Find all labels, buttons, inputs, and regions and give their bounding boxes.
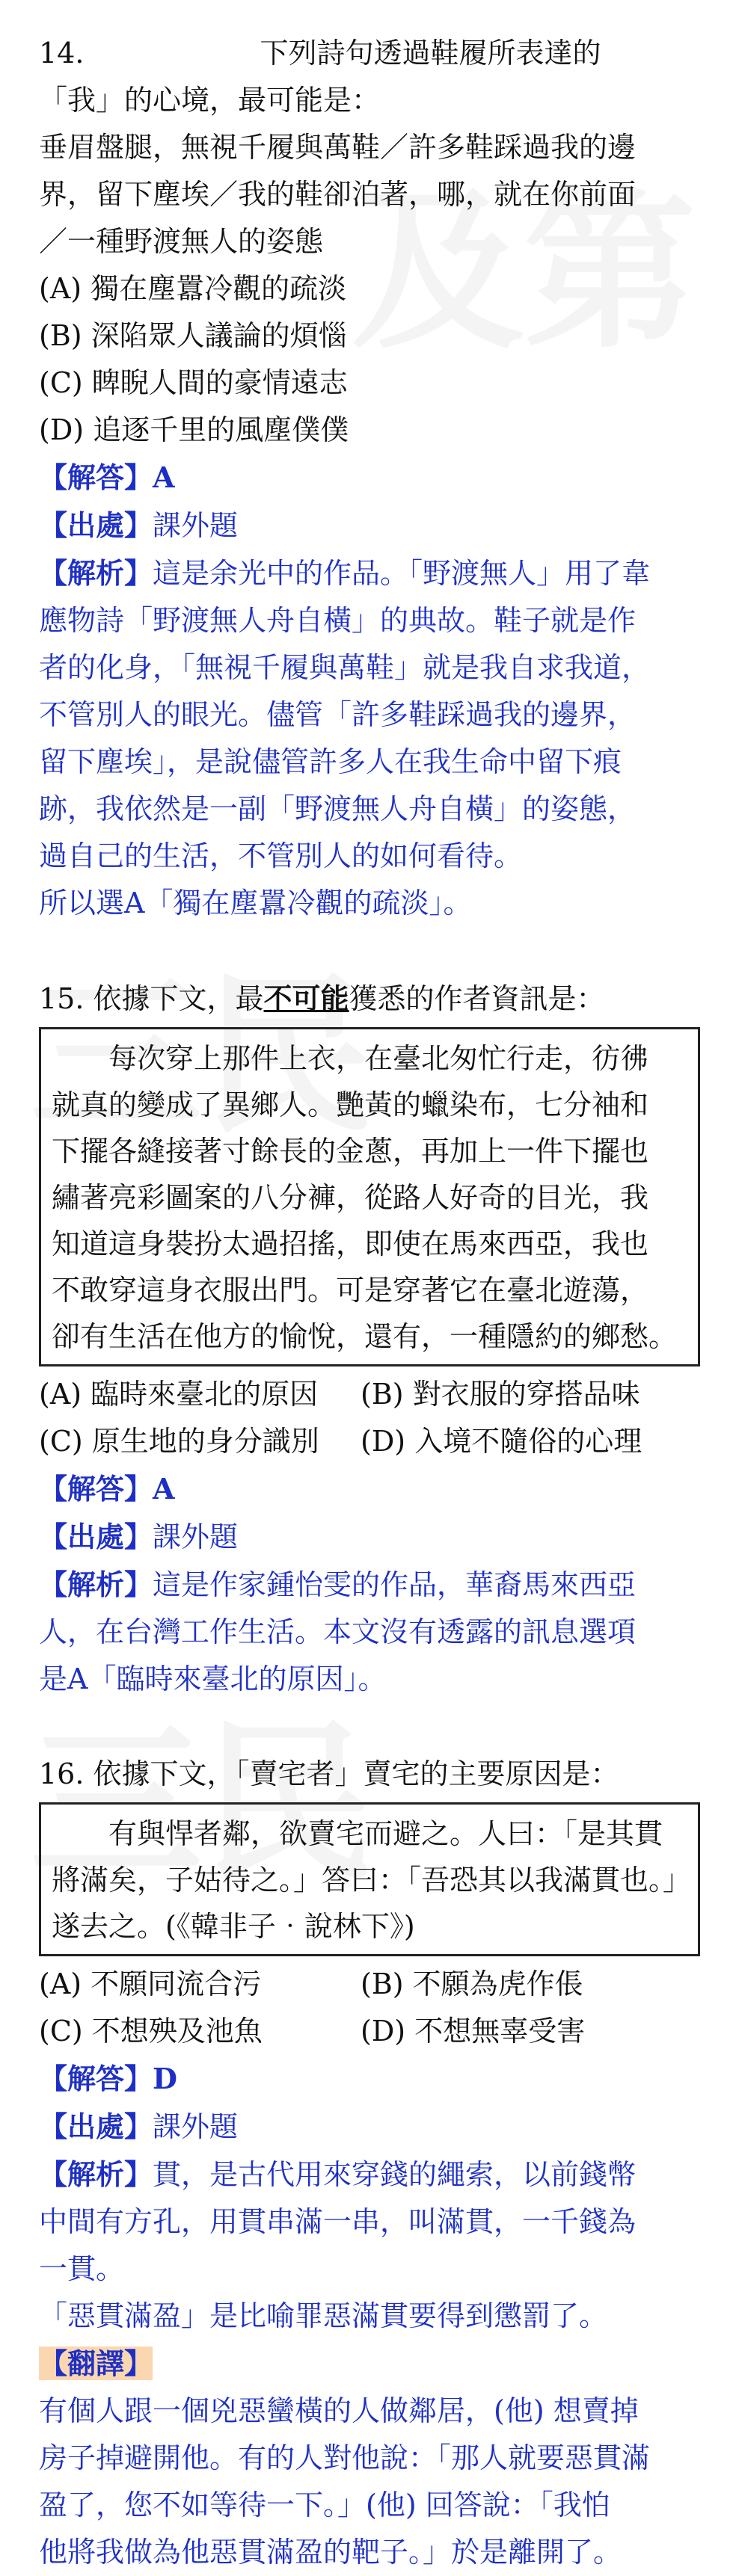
option-d: (D) 入境不隨俗的心理 xyxy=(361,1425,642,1458)
answer-line: 【解答】A xyxy=(39,460,175,494)
analysis-line: 一貫。 xyxy=(39,2252,125,2285)
passage-box xyxy=(39,1027,700,1366)
passage-line: 下擺各縫接著寸餘長的金蔥，再加上一件下擺也 xyxy=(52,1135,649,1168)
analysis-line: 留下塵埃」，是說儘管許多人在我生命中留下痕 xyxy=(39,745,622,778)
answer-line: 【解答】D xyxy=(39,2062,177,2095)
translation-line: 盈了，您不如等待一下。」(他) 回答說：「我怕 xyxy=(39,2489,610,2521)
option-b: (B) 深陷眾人議論的煩惱 xyxy=(39,319,347,352)
analysis-line: 「惡貫滿盈」是比喻罪惡滿貫要得到懲罰了。 xyxy=(39,2299,608,2332)
option-b: (B) 不願為虎作倀 xyxy=(361,1968,583,2000)
option-c: (C) 睥睨人間的豪情遠志 xyxy=(39,366,348,399)
question-16-prompt: 16. 依據下文，「賣宅者」賣宅的主要原因是： xyxy=(39,1757,619,1790)
options-row xyxy=(39,1371,700,1418)
translation-line: 他將我做為他惡貫滿盈的靶子。」於是離開了。 xyxy=(39,2536,622,2569)
passage-line: 遂去之。(《韓非子‧說林下》) xyxy=(52,1910,415,1943)
answer-value: A xyxy=(153,1472,175,1506)
translation-line: 房子掉避開他。有的人對他說：「那人就要惡貫滿 xyxy=(39,2441,651,2474)
analysis-line: 應物詩「野渡無人舟自橫」的典故。鞋子就是作 xyxy=(39,604,637,637)
analysis-line: 中間有方孔，用貫串滿一串，叫滿貫，一千錢為 xyxy=(39,2205,637,2238)
emphasis-text: 不可能 xyxy=(263,982,349,1015)
passage-line: 知道這身裝扮太過招搖，即使在馬來西亞，我也 xyxy=(52,1227,649,1260)
answer-value: D xyxy=(153,2062,177,2095)
option-b: (B) 對衣服的穿搭品味 xyxy=(361,1378,640,1411)
analysis-line: 【解析】這是余光中的作品。「野渡無人」用了韋 xyxy=(39,556,651,590)
source-line: 【出處】課外題 xyxy=(39,1520,239,1553)
question-number: 14. xyxy=(39,37,85,70)
poem-line: ／一種野渡無人的姿態 xyxy=(39,225,324,258)
option-a: (A) 臨時來臺北的原因 xyxy=(39,1378,319,1411)
passage-line: 不敢穿這身衣服出門。可是穿著它在臺北遊蕩， xyxy=(52,1274,649,1307)
option-c: (C) 原生地的身分識別 xyxy=(39,1425,319,1458)
passage-line: 繡著亮彩圖案的八分褲，從路人好奇的目光，我 xyxy=(52,1181,649,1214)
options-row xyxy=(39,1961,700,2008)
options-row xyxy=(39,2008,700,2055)
option-a: (A) 獨在塵囂冷觀的疏淡 xyxy=(39,272,347,305)
analysis-line: 所以選A「獨在塵囂冷觀的疏淡」。 xyxy=(39,887,472,919)
analysis-line: 【解析】這是作家鍾怡雯的作品，華裔馬來西亞 xyxy=(39,1568,637,1601)
analysis-line: 者的化身，「無視千履與萬鞋」就是我自求我道， xyxy=(39,651,651,684)
answer-value: A xyxy=(153,460,175,494)
analysis-line: 【解析】貫，是古代用來穿錢的繩索，以前錢幣 xyxy=(39,2157,637,2191)
source-line: 【出處】課外題 xyxy=(39,2110,239,2143)
poem-line: 界，留下塵埃／我的鞋卻泊著，哪，就在你前面 xyxy=(39,178,637,211)
translation-line: 有個人跟一個兇惡蠻橫的人做鄰居，(他) 想賣掉 xyxy=(39,2394,639,2427)
question-14-prompt-line2: 「我」的心境，最可能是： xyxy=(39,84,381,117)
passage-line: 卻有生活在他方的愉悅，還有，一種隱約的鄉愁。 xyxy=(52,1320,678,1353)
answer-line: 【解答】A xyxy=(39,1472,175,1506)
source-line: 【出處】課外題 xyxy=(39,508,239,542)
analysis-line: 人，在台灣工作生活。本文沒有透露的訊息選項 xyxy=(39,1615,637,1648)
analysis-line: 過自己的生活，不管別人的如何看待。 xyxy=(39,839,523,872)
poem-line: 垂眉盤腿，無視千履與萬鞋／許多鞋踩過我的邊 xyxy=(39,131,637,164)
analysis-line: 不管別人的眼光。儘管「許多鞋踩過我的邊界， xyxy=(39,698,637,731)
analysis-line: 是A「臨時來臺北的原因」。 xyxy=(39,1663,387,1695)
passage-box xyxy=(39,1802,700,1956)
passage-line: 每次穿上那件上衣，在臺北匆忙行走，彷彿 xyxy=(108,1042,649,1075)
question-15 xyxy=(39,975,700,1703)
options-row xyxy=(39,1418,700,1465)
option-c: (C) 不想殃及池魚 xyxy=(39,2015,263,2047)
passage-line: 就真的變成了異鄉人。艷黃的蠟染布，七分袖和 xyxy=(52,1088,649,1121)
passage-line: 有與悍者鄰，欲賣宅而避之。人曰：「是其貫 xyxy=(108,1817,663,1850)
option-a: (A) 不願同流合污 xyxy=(39,1968,262,2000)
translation-tag-line xyxy=(39,2340,700,2388)
option-d: (D) 不想無辜受害 xyxy=(361,2015,586,2047)
question-16 xyxy=(39,1751,700,2576)
translation-tag: 【翻譯】 xyxy=(39,2347,153,2380)
analysis-line: 跡，我依然是一副「野渡無人舟自橫」的姿態， xyxy=(39,792,637,825)
option-d: (D) 追逐千里的風塵僕僕 xyxy=(39,413,349,446)
question-14 xyxy=(39,30,700,927)
question-15-prompt: 15. 依據下文，最不可能獲悉的作者資訊是： xyxy=(39,982,605,1015)
passage-line: 將滿矣，子姑待之。」答曰：「吾恐其以我滿貫也。」 xyxy=(52,1864,692,1896)
question-14-prompt: 14. 下列詩句透過鞋履所表達的 xyxy=(39,30,700,77)
